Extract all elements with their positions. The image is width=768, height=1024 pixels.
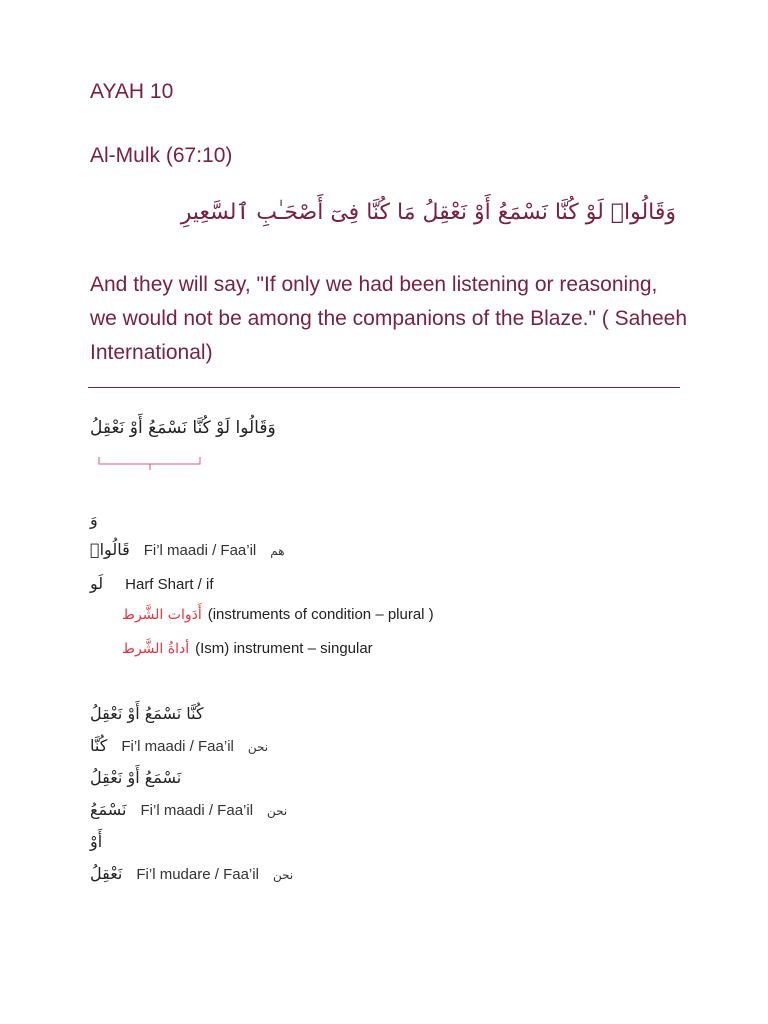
ayah-arabic-text: وَقَالُوا۟ لَوْ كُنَّا نَسْمَعُ أَوْ نَعْقِلُ مَا كُنَّا فِىٓ أَصْحَـٰبِ ٱلسَّعِيرِ xyxy=(180,200,676,225)
word-adaat-desc: (Ism) instrument – singular xyxy=(195,640,373,657)
underbrace-bracket xyxy=(98,456,202,472)
word-adaat: أداةُ الشَّرط xyxy=(122,641,190,657)
word-qaaloo: قَالُوا۟ xyxy=(90,540,130,559)
ayah-translation: And they will say, "If only we had been listening or reasoning, we would not be among the companions of the Blaze." ( Saheeh International) xyxy=(90,273,688,364)
word-adawat-desc: (instruments of condition – plural ) xyxy=(207,606,434,623)
phrase-arabic-2: كُنَّا نَسْمَعُ أَوْ نَعْقِلُ xyxy=(90,704,204,723)
word-adawat: أَدَوات الشَّرط xyxy=(122,607,202,623)
word-row-waw xyxy=(90,510,98,529)
phrase-arabic-3: نَسْمَعُ أَوْ نَعْقِلُ xyxy=(90,768,182,787)
word-naqilu: نَعْقِلُ xyxy=(90,864,123,883)
word-qaaloo-pronoun: هم xyxy=(270,544,285,558)
word-waw: وَ xyxy=(90,510,98,529)
word-naqilu-pronoun: نحن xyxy=(272,868,294,882)
word-law-desc: Harf Shart / if xyxy=(125,576,214,593)
word-nasmau-desc: Fi’l maadi / Faa’il xyxy=(140,802,254,819)
word-nasmau: نَسْمَعُ xyxy=(90,800,127,819)
word-row-naqilu xyxy=(90,864,293,883)
word-row-phrase2 xyxy=(90,704,204,723)
page-title: AYAH 10 xyxy=(90,80,174,103)
word-row-phrase3 xyxy=(90,768,181,787)
word-row-aw xyxy=(90,832,102,851)
divider-line xyxy=(88,387,680,388)
word-kunna: كُنَّا xyxy=(90,736,108,755)
word-kunna-desc: Fi’l maadi / Faa’il xyxy=(121,738,234,755)
word-row-kunna xyxy=(90,736,268,755)
word-row-qaaloo xyxy=(90,540,285,559)
word-nasmau-pronoun: نحن xyxy=(267,804,288,818)
surah-reference: Al-Mulk (67:10) xyxy=(90,144,233,167)
word-kunna-pronoun: نحن xyxy=(247,740,269,754)
word-row-adaat xyxy=(122,640,373,657)
word-row-nasmau xyxy=(90,800,287,819)
word-law: لَو xyxy=(90,574,104,593)
word-aw: أَوْ xyxy=(90,832,103,851)
word-qaaloo-desc: Fi’l maadi / Faa’il xyxy=(143,542,257,559)
phrase-arabic-1: وَقَالُوا لَوْ كُنَّا نَسْمَعُ أَوْ نَعْقِلُ xyxy=(90,418,276,438)
word-naqilu-desc: Fi’l mudare / Faa’il xyxy=(136,866,259,883)
word-row-adawat xyxy=(122,606,434,623)
word-row-law xyxy=(90,574,214,593)
